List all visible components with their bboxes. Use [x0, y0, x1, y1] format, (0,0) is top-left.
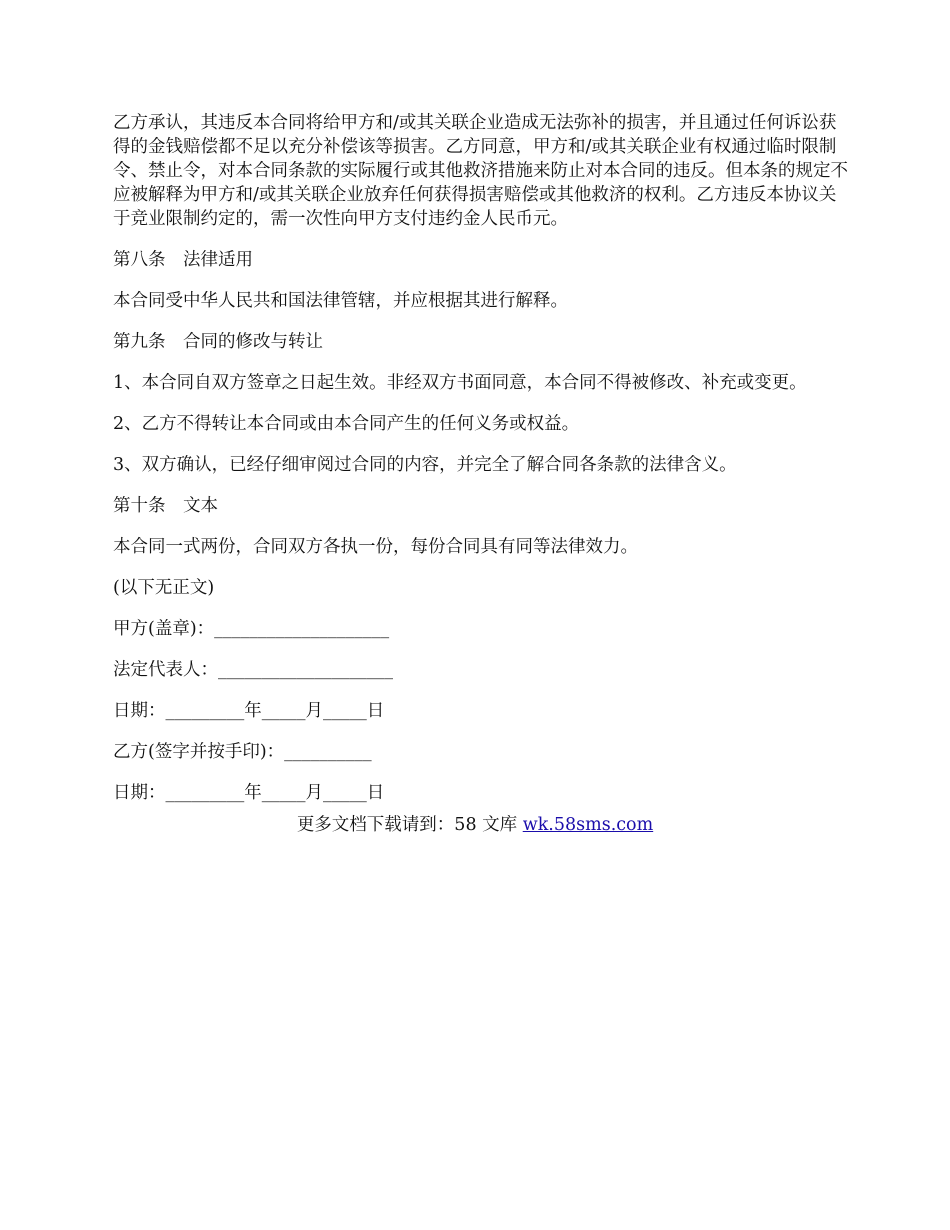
article9-item-2: 2、乙方不得转让本合同或由本合同产生的任何义务或权益。 [113, 414, 580, 434]
article9-item-1: 1、本合同自双方签章之日起生效。非经双方书面同意，本合同不得被修改、补充或变更。 [113, 373, 807, 393]
article10-text: 本合同一式两份，合同双方各执一份，每份合同具有同等法律效力。 [113, 537, 638, 557]
intro-paragraph: 乙方承认，其违反本合同将给甲方和/或其关联企业造成无法弥补的损害，并且通过任何诉讼获得的金钱赔偿都不足以充分补偿该等损害。乙方同意，甲方和/或其关联企业有权通过临时限制令、禁止令，对本合同条款的实际履行或其他救济措施来防止对本合同的违反。但本条的规定不应被解释为甲方和/或其关联企业放弃任何获得损害赔偿或其他救济的权利。乙方违反本协议关于竞业限制约定的，需一次性向甲方支付违约金人民币元。 [113, 113, 848, 229]
end-note: (以下无正文) [113, 578, 215, 598]
footer-prefix: 更多文档下载请到：58 文库 [296, 815, 523, 835]
document-body [113, 111, 848, 822]
article10-heading: 第十条 文本 [113, 496, 218, 516]
party-b-signature-line: 乙方(签字并按手印)：__________ [113, 742, 372, 762]
party-a-signature-line: 甲方(盖章)：____________________ [113, 619, 390, 639]
footer [0, 813, 950, 837]
article9-item-3: 3、双方确认，已经仔细审阅过合同的内容，并完全了解合同各条款的法律含义。 [113, 455, 737, 475]
article8-text: 本合同受中华人民共和国法律管辖，并应根据其进行解释。 [113, 291, 568, 311]
party-a-date-line: 日期：_________年_____月_____日 [113, 701, 385, 721]
footer-link[interactable]: wk.58sms.com [522, 815, 654, 835]
legal-representative-line: 法定代表人：____________________ [113, 660, 393, 680]
party-b-date-line: 日期：_________年_____月_____日 [113, 783, 385, 803]
article8-heading: 第八条 法律适用 [113, 250, 253, 270]
article9-heading: 第九条 合同的修改与转让 [113, 332, 323, 352]
